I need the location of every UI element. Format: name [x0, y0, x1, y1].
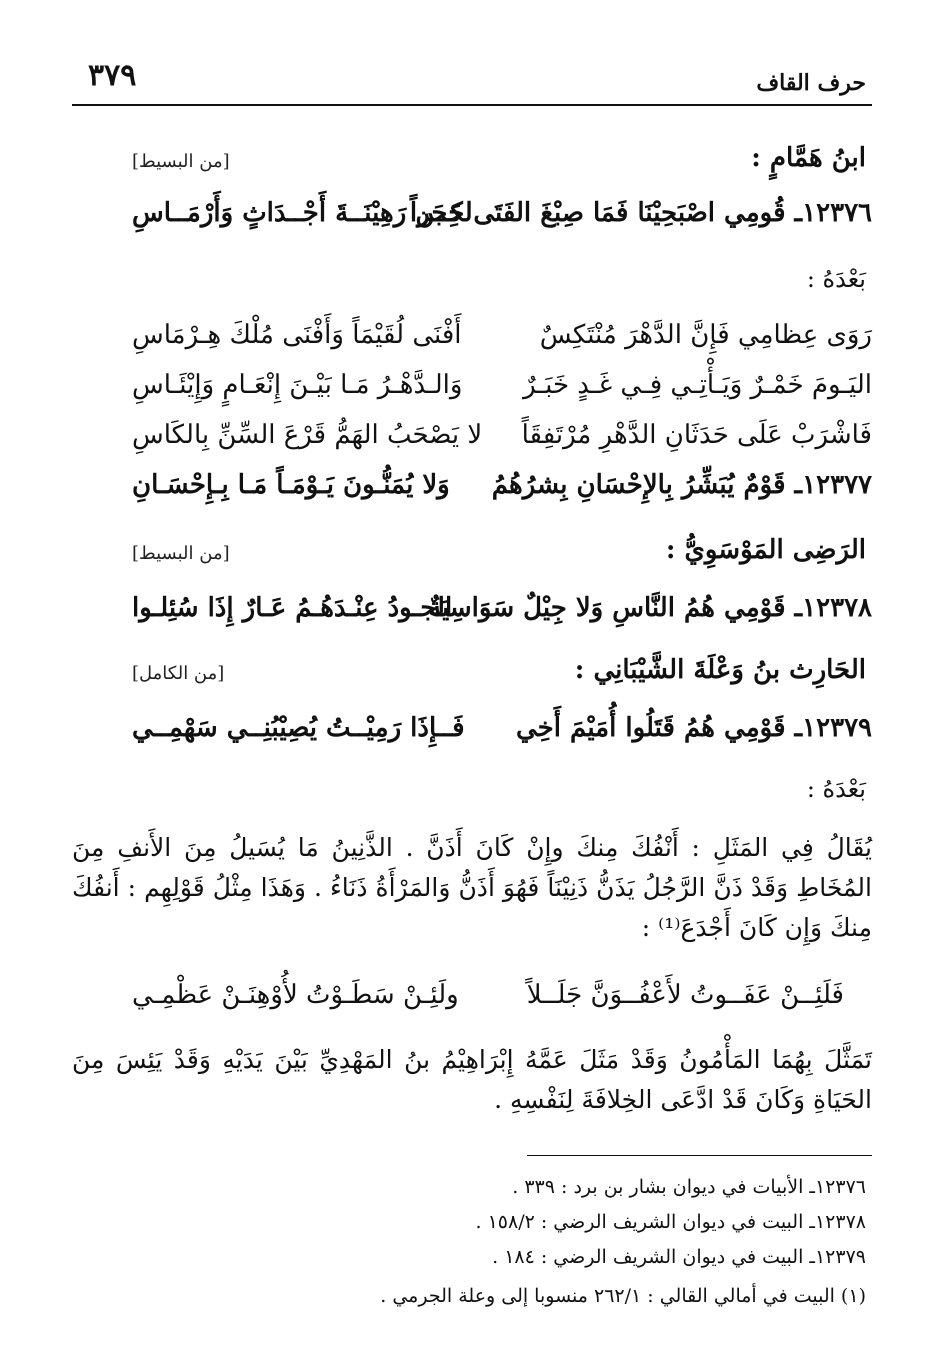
meter-label: [من البسيط] [132, 543, 230, 564]
verse-first-hemistich: اليَـومَ خَمْـرٌ وَيَـأْتِـي فِـي غَـدٍ خَبَـرٌ [523, 370, 872, 400]
verse-first-hemistich: ١٢٣٧٧ـ قَوْمٌ يُبَشِّرُ بِالإِحْسَانِ بِشرُهُمُ [491, 470, 872, 500]
verse-first-hemistich: فَاشْرَبْ عَلَى حَدَثَانِ الدَّهْرِ مُرْتَفِقَاً [521, 420, 872, 450]
verse-first-hemistich: فَلَئِــنْ عَفَــوتُ لأَعْفُــوَنَّ جَلَــلاً [526, 980, 844, 1010]
verse-second-hemistich: أَفْنَى لُقَيْمَاً وَأَفْنَى مُلْكَ هِـرْمَاسِ [132, 320, 462, 350]
meter-label: [من الكامل] [132, 663, 225, 684]
verse-first-hemistich: ١٢٣٧٨ـ قَوْمِي هُمُ النَّاسِ وَلا جِيْلٌ سَوَاسِيَةٌ [428, 593, 872, 623]
poet-name: ابنُ هَمَّامٍ : [751, 143, 866, 173]
poet-name: الرَضِى المَوْسَوِيُّ : [665, 535, 866, 565]
header-rule [72, 104, 872, 106]
verse-second-hemistich: وَالـدَّهْـرُ مَـا بَيْـنَ إِنْعَـامٍ وَإِيْئَـاسِ [132, 370, 463, 400]
verse-second-hemistich: لكِــن رَهِيْنَــةَ أَجْــدَاثٍ وَأَرْمَــاسِ [132, 198, 473, 228]
verse-second-hemistich: فَــإِذَا رَمِيْــتُ يُصِيْبُنِــي سَهْمِــي [132, 713, 465, 743]
verse-second-hemistich: ولَئِـنْ سَطَـوْتُ لأُوْهِنَـنْ عَظْمِـي [132, 980, 459, 1010]
poet-name: الحَارِث بنُ وَعْلَةَ الشَّيْبَانِي : [574, 655, 866, 685]
section-marker: بَعْدَهُ : [806, 775, 866, 803]
verse-first-hemistich: رَوَى عِظامِي فَإِنَّ الدَّهْرَ مُنْتَكِسٌ [539, 320, 872, 350]
footnote: (١) البيت في أمالي القالي : ٢٦٢/١ منسوبا إلى وعلة الجرمي . [380, 1285, 866, 1307]
verse-second-hemistich: الجـودُ عِنْـدَهُـمُ عَـارٌ إِذَا سُئِلـوا [132, 593, 453, 623]
footnote: ١٢٣٧٩ـ البيت في ديوان الشريف الرضي : ١٨٤ . [492, 1246, 866, 1268]
page-number: ٣٧٩ [88, 58, 137, 93]
section-marker: بَعْدَهُ : [806, 265, 866, 293]
chapter-title: حرف القاف [756, 70, 866, 96]
footnote: ١٢٣٧٨ـ البيت في ديوان الشريف الرضي : ١٥٨/٢ . [475, 1211, 866, 1233]
verse-second-hemistich: وَلا يُمَنُّـونَ يَـوْمَـاً مَـا بِـإِحْسَـانِ [132, 470, 450, 500]
verse-first-hemistich: ١٢٣٧٩ـ قَوْمِي هُمُ قَتَلُوا أُمَيْمَ أَخِي [516, 713, 872, 743]
commentary-paragraph: تَمَثَّلَ بِهُمَا المَأْمُونُ وَقَدْ مَثَلَ عَمَّهُ إِبْرَاهِيْمُ بنُ المَهْدِيِّ بَيْنَ يَدَيْهِ وَقَدْ يَئِسَ مِنَ الحَيَاةِ وَكَانَ قَدْ ادَّعَى الخِلافَةَ لِنَفْسِهِ . [72, 1045, 872, 1114]
verse-first-hemistich: ١٢٣٧٦ـ قُومِي اصْبَحِيْنَا فَمَا صِبْغَ الفَتَى حَجَراً [409, 198, 872, 228]
commentary-paragraph: يُقَالُ فِي المَثَلِ : أَنْفُكَ مِنكَ وإِنْ كَانَ أَذَنَّ . الذَّنِينُ مَا يُسَيلُ مِنَ الأَنفِ مِنَ المُخَاطِ وَقَدْ ذَنَّ الرَّجُلُ يَذَنُّ ذَنِيْنَاً فَهُوَ أَذَنُّ وَالمَرْأَةُ ذَنَاءُ . وَهَذَا مِثْلُ قَوْلِهِم : أَنفُكَ مِنكَ وَإِن كَانَ أَجْدَعَ⁽¹⁾ : [72, 833, 872, 942]
footnote: ١٢٣٧٦ـ الأبيات في ديوان بشار بن برد : ٣٣٩ . [512, 1176, 866, 1198]
footnote-rule [527, 1155, 872, 1156]
meter-label: [من البسيط] [132, 151, 230, 172]
verse-second-hemistich: لا يَصْحَبُ الهَمُّ قَرْعَ السِّنِّ بِالكَاسِ [132, 420, 483, 450]
